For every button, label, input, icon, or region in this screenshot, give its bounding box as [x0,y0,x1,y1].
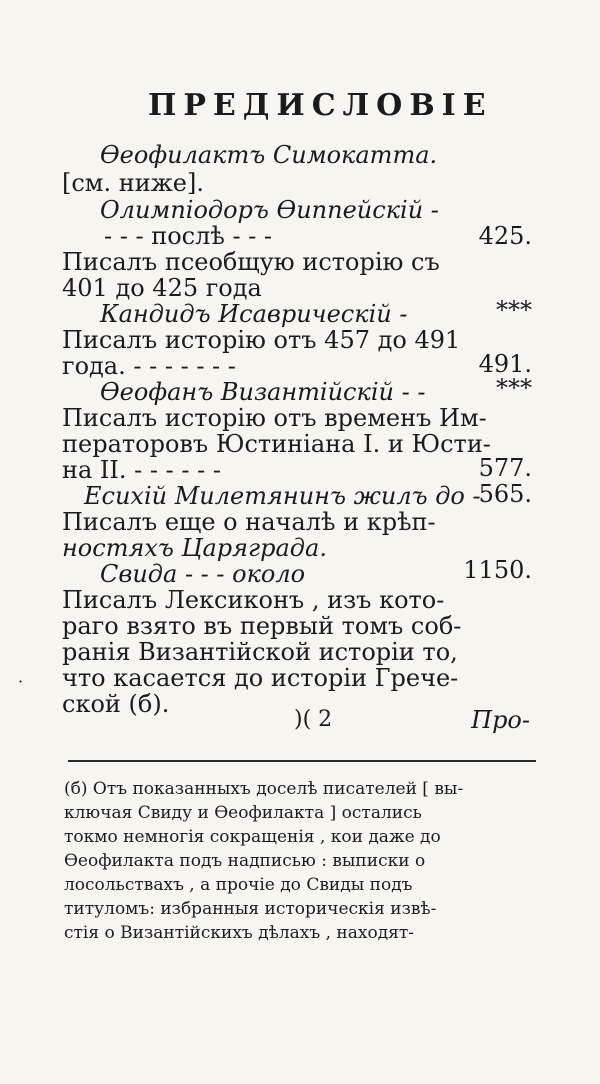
footnote-line: стія о Византійскихъ дѣлахъ , находят- [64,923,415,943]
margin-number: 565. [478,480,532,508]
catchword: Про- [471,706,530,734]
margin-number: 1150. [463,556,532,584]
text-line: 401 до 425 года [62,274,262,302]
footnote-line: титуломъ: избранныя историческія извѣ- [64,899,437,919]
text-line: Олимпіодоръ Ѳиппейскій - [100,196,439,224]
text-line: Кандидъ Исаврическій - [100,300,408,328]
page-title: ПРЕДИСЛОВІЕ [148,88,493,123]
text-line: что касается до исторіи Грече- [62,664,459,692]
text-line: ской (б). [62,690,170,718]
margin-dot: · [18,672,24,691]
text-line: Ѳеофилактъ Симокатта. [100,141,438,169]
footnote-divider [68,760,536,762]
text-line: - - - послѣ - - - [104,222,273,250]
footnote-line: Ѳеофилакта подъ надписью : выписки о [64,851,426,871]
text-line: ператоровъ Юстиніана I. и Юсти- [62,430,491,458]
text-line: ранія Византійской исторіи то, [62,638,458,666]
footnote-line: лосольствахъ , а прочіе до Свиды подъ [64,875,413,895]
text-line: Писалъ Лексиконъ , изъ кото- [62,586,445,614]
margin-number: 425. [478,222,532,250]
text-line: Писалъ исторію отъ 457 до 491 [62,326,461,354]
text-line: Писалъ псеобщую исторію съ [62,248,440,276]
footnote-line: (б) Отъ показанныхъ доселѣ писателей [ вы- [64,779,464,799]
text-line: Есихій Милетянинъ жилъ до - [84,482,481,510]
text-line: [см. ниже]. [62,169,204,197]
footnote-line: ключая Свиду и Ѳеофилакта ] остались [64,803,422,823]
page-signature-mark: )( 2 [294,707,333,732]
text-line: ностяхъ Царяграда. [62,534,327,562]
margin-number: *** [496,296,532,324]
text-line: Ѳеофанъ Византійскій - - [100,378,426,406]
margin-number: 491. [478,350,532,378]
margin-number: *** [496,374,532,402]
text-line: Писалъ исторію отъ временъ Им- [62,404,487,432]
margin-number: 577. [478,454,532,482]
text-line: на II. - - - - - - [62,456,221,484]
text-line: года. - - - - - - - [62,352,236,380]
text-line: Писалъ еще о началѣ и крѣп- [62,508,436,536]
footnote-line: токмо немногія сокращенія , кои даже до [64,827,441,847]
text-line: Свида - - - около [100,560,306,588]
text-line: раго взято въ первый томъ соб- [62,612,462,640]
